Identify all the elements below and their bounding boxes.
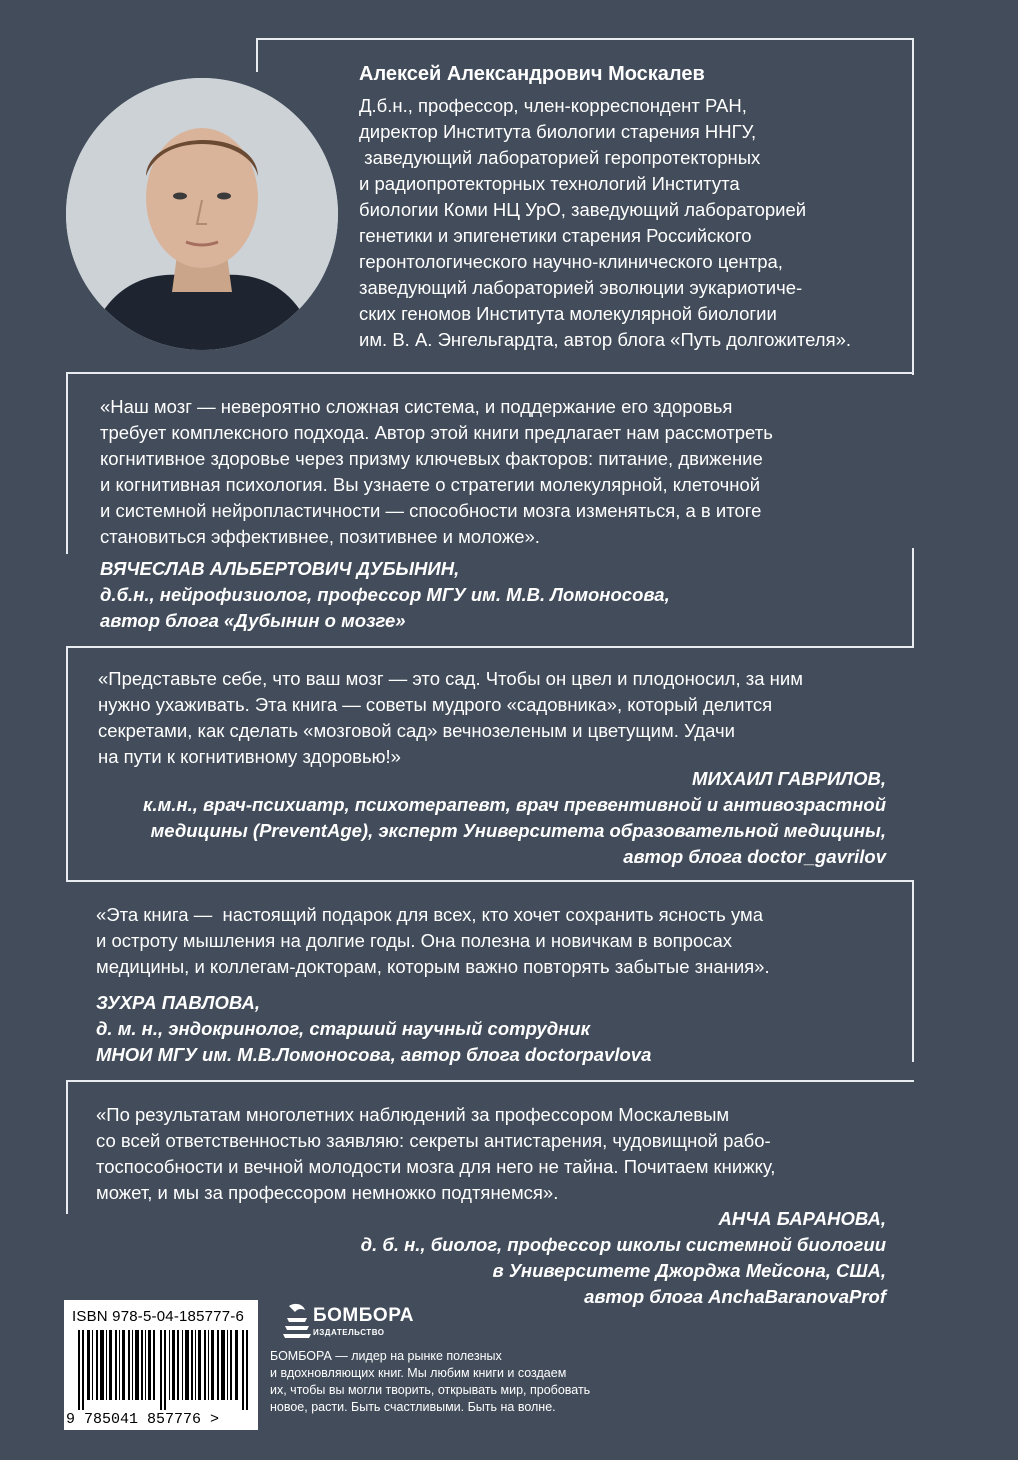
credit-line: д. м. н., эндокринолог, старший научный сотрудник [96, 1018, 590, 1039]
publisher-line: БОМБОРА — лидер на рынке полезных [270, 1349, 502, 1363]
frame-line [66, 880, 914, 882]
bio-line: генетики и эпигенетики старения Российского [359, 225, 752, 246]
review-quote [98, 666, 908, 770]
frame-line [256, 38, 258, 72]
bio-line: им. В. А. Энгельгардта, автор блога «Путь долгожителя». [359, 329, 852, 350]
bio-line: и радиопротекторных технологий Института [359, 173, 740, 194]
frame-line [66, 646, 68, 882]
credit-line: МИХАИЛ ГАВРИЛОВ, [692, 768, 886, 789]
isbn-barcode [64, 1300, 258, 1430]
credit-line: автор блога doctor_gavrilov [623, 846, 886, 867]
review-credit [90, 766, 886, 870]
barcode-digits: 9 785041 857776 > [66, 1411, 220, 1428]
quote-line: на пути к когнитивному здоровью!» [98, 746, 401, 767]
review-credit [286, 1206, 886, 1310]
author-bio [359, 93, 904, 353]
credit-line: д.б.н., нейрофизиолог, профессор МГУ им. М.В. Ломоносова, [100, 584, 670, 605]
quote-line: требует комплексного подхода. Автор этой книги предлагает нам рассмотреть [100, 422, 773, 443]
credit-line: ВЯЧЕСЛАВ АЛЬБЕРТОВИЧ ДУБЫНИН, [100, 558, 460, 579]
credit-line: автор блога AnchaBaranovaProf [584, 1286, 886, 1307]
credit-line: д. б. н., биолог, профессор школы системной биологии [360, 1234, 886, 1255]
quote-line: «Эта книга — настоящий подарок для всех, кто хочет сохранить ясность ума [96, 904, 763, 925]
review-credit [100, 556, 900, 634]
review-quote [100, 394, 910, 550]
bio-line: биологии Коми НЦ УрО, заведующий лабораторией [359, 199, 807, 220]
credit-line: МНОИ МГУ им. М.В.Ломоносова, автор блога doctorpavlova [96, 1044, 652, 1065]
bio-line: Д.б.н., профессор, член-корреспондент РАН, [359, 95, 747, 116]
quote-line: и когнитивная психология. Вы узнаете о стратегии молекулярной, клеточной [100, 474, 761, 495]
publisher-logo-word: БОМБОРА [313, 1305, 414, 1326]
publisher-logo-sub: ИЗДАТЕЛЬСТВО [313, 1328, 385, 1337]
publisher-description [270, 1348, 600, 1416]
quote-line: может, и мы за профессором немножко подтянемся». [96, 1182, 559, 1203]
frame-line [66, 1080, 68, 1214]
quote-line: «Представьте себе, что ваш мозг — это сад. Чтобы он цвел и плодоносил, за ним [98, 668, 803, 689]
review-quote [96, 902, 906, 980]
quote-line: становиться эффективнее, позитивнее и моложе». [100, 526, 540, 547]
frame-line [66, 372, 914, 374]
review-quote [96, 1102, 906, 1206]
frame-line [912, 880, 914, 1062]
bio-line: геронтологического научно-клинического центра, [359, 251, 783, 272]
credit-line: медицины (PreventAge), эксперт Университета образовательной медицины, [150, 820, 886, 841]
credit-line: АНЧА БАРАНОВА, [718, 1208, 886, 1229]
author-photo [66, 78, 338, 350]
quote-line: «Наш мозг — невероятно сложная система, и поддержание его здоровья [100, 396, 733, 417]
bio-line: ских геномов Института молекулярной биологии [359, 303, 777, 324]
credit-line: автор блога «Дубынин о мозге» [100, 610, 406, 631]
quote-line: медицины, и коллегам-докторам, которым важно повторять забытые знания». [96, 956, 770, 977]
quote-line: нужно ухаживать. Эта книга — советы мудрого «садовника», который делится [98, 694, 773, 715]
frame-line [66, 372, 68, 554]
frame-line [66, 1080, 914, 1082]
publisher-logo [283, 1300, 423, 1340]
quote-line: когнитивное здоровье через призму ключевых факторов: питание, движение [100, 448, 763, 469]
quote-line: тоспособности и вечной молодости мозга для него не тайна. Почитаем книжку, [96, 1156, 776, 1177]
barcode-bars [78, 1330, 258, 1410]
bio-line: заведующий лабораторией геропротекторных [359, 147, 761, 168]
quote-line: и остроту мышления на долгие годы. Она полезна и новичкам в вопросах [96, 930, 733, 951]
quote-line: со всей ответственностью заявляю: секреты антистарения, чудовищной рабо- [96, 1130, 771, 1151]
quote-line: и системной нейропластичности — способности мозга изменяться, а в итоге [100, 500, 762, 521]
review-credit [96, 990, 896, 1068]
credit-line: к.м.н., врач-психиатр, психотерапевт, врач превентивной и антивозрастной [143, 794, 886, 815]
publisher-line: новое, расти. Быть счастливыми. Быть на волне. [270, 1400, 556, 1414]
bio-line: заведующий лабораторией эволюции эукариотиче- [359, 277, 803, 298]
publisher-line: их, чтобы вы могли творить, открывать мир, пробовать [270, 1383, 591, 1397]
frame-line [912, 548, 914, 648]
quote-line: секретами, как сделать «мозговой сад» вечнозеленым и цветущим. Удачи [98, 720, 735, 741]
quote-line: «По результатам многолетних наблюдений за профессором Москалевым [96, 1104, 730, 1125]
author-name: Алексей Александрович Москалев [359, 63, 705, 85]
frame-line [912, 38, 914, 375]
credit-line: в Университете Джорджа Мейсона, США, [492, 1260, 886, 1281]
bio-line: директор Института биологии старения ННГУ, [359, 121, 757, 142]
credit-line: ЗУХРА ПАВЛОВА, [96, 992, 261, 1013]
frame-line [66, 646, 914, 648]
frame-line [256, 38, 914, 40]
publisher-logo-icon [283, 1300, 313, 1340]
publisher-line: и вдохновляющих книг. Мы любим книги и создаем [270, 1366, 567, 1380]
isbn-text: ISBN 978-5-04-185777-6 [72, 1308, 245, 1325]
